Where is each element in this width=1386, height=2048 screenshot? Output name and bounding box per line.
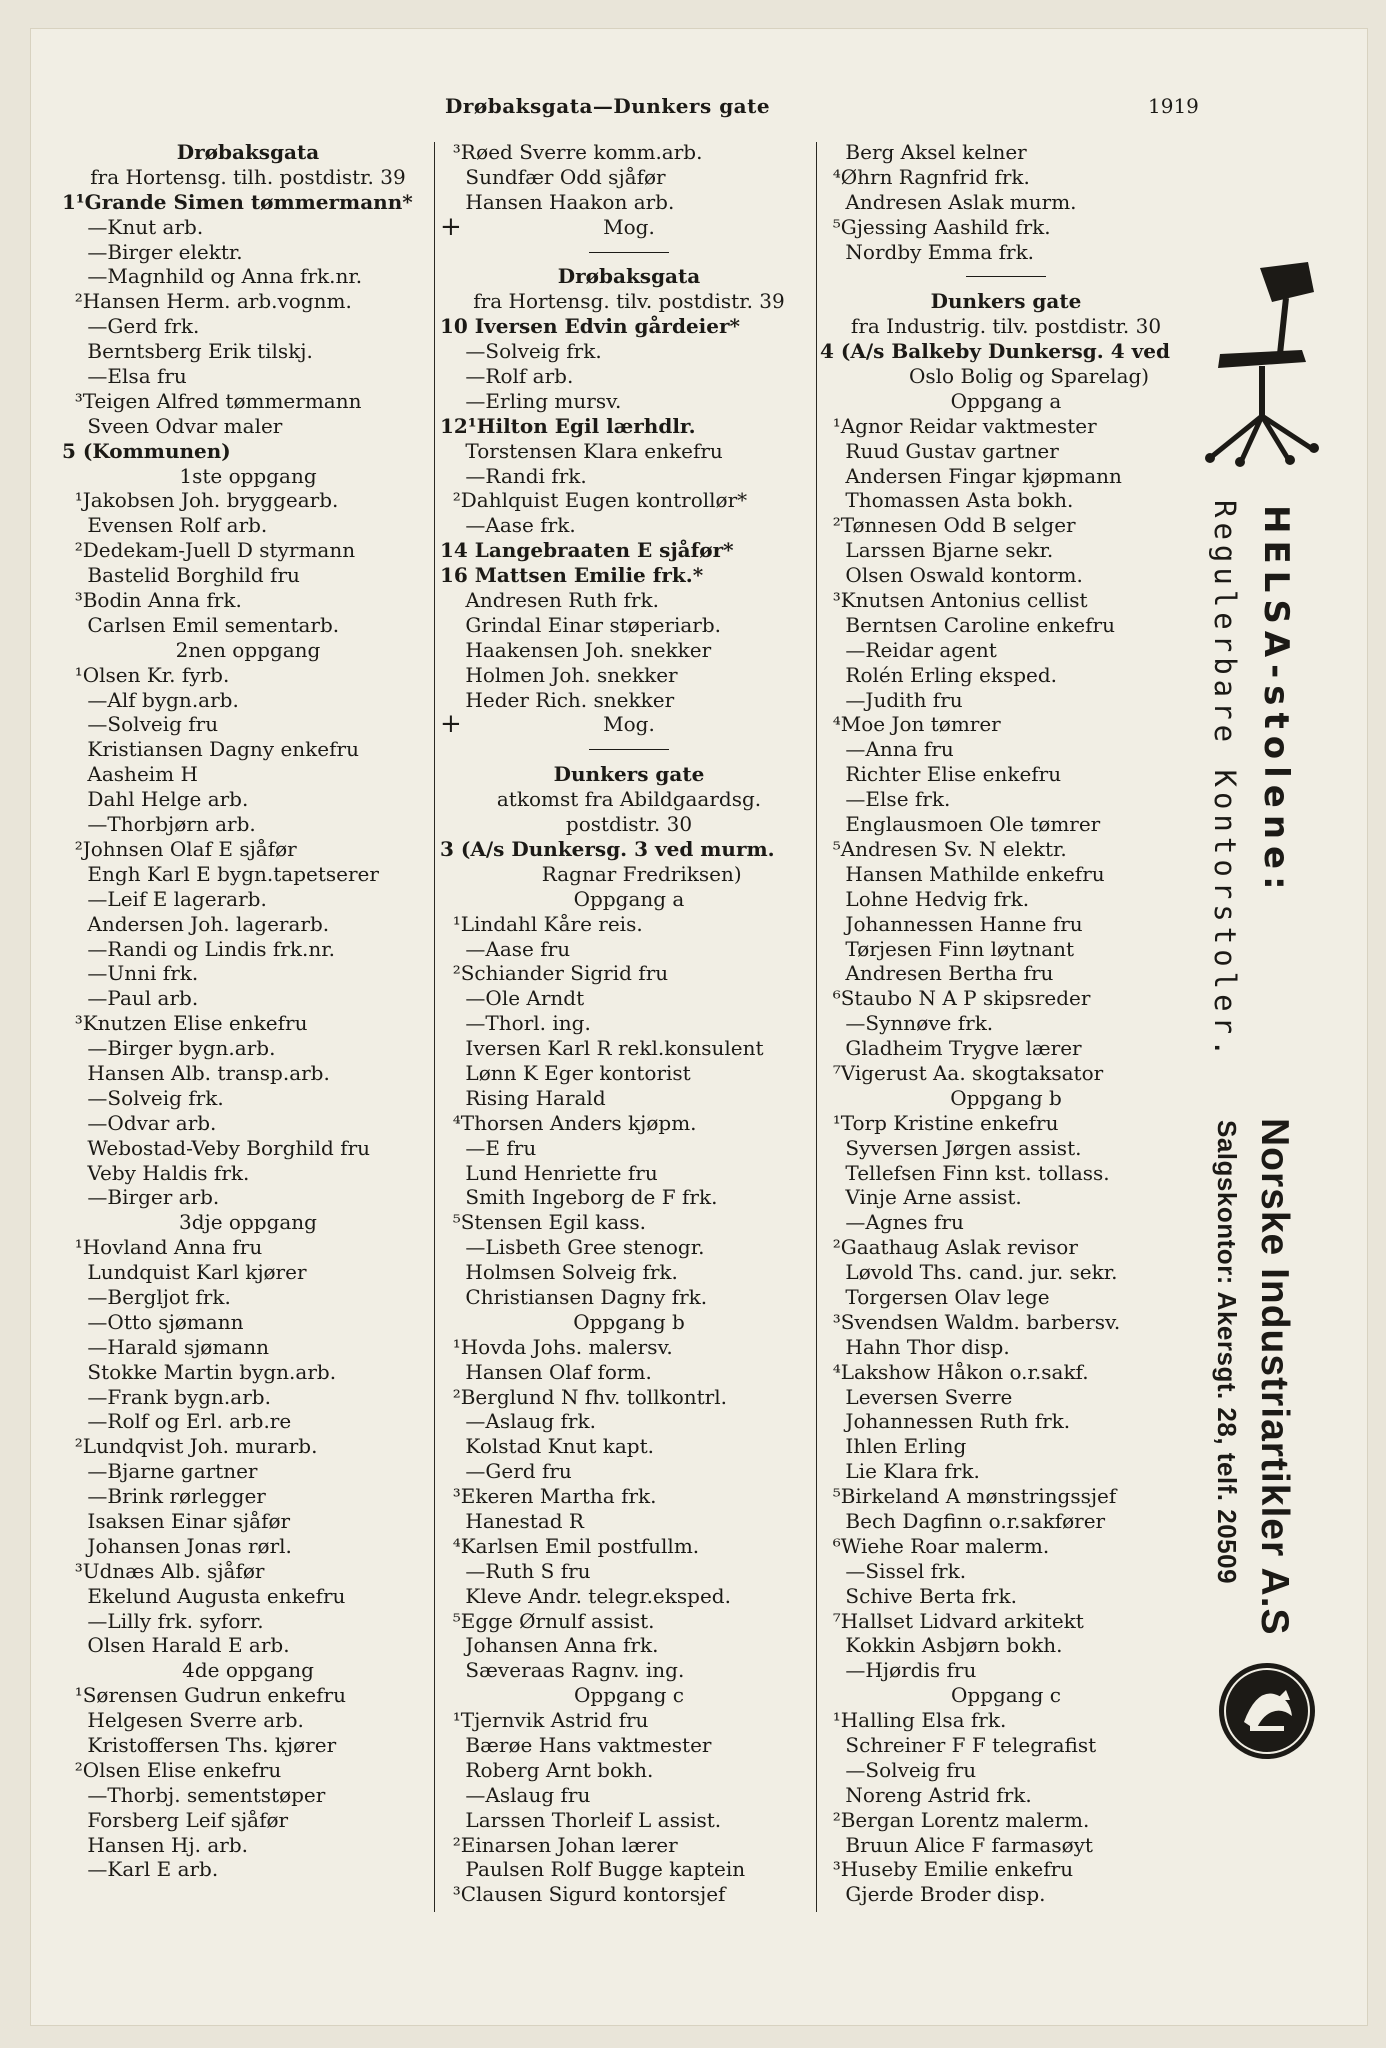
section-label: 3dje oppgang bbox=[179, 1210, 317, 1235]
directory-entry: Heder Rich. snekker bbox=[440, 687, 675, 712]
section-divider bbox=[440, 737, 818, 762]
directory-entry: ²Gaathaug Aslak revisor bbox=[820, 1235, 1078, 1260]
directory-entry: Hansen Haakon arb. bbox=[440, 189, 675, 214]
directory-entry: Andresen Bertha fru bbox=[820, 961, 1054, 986]
directory-entry: ¹Tjernvik Astrid fru bbox=[440, 1708, 649, 1733]
directory-entry: ²Hansen Herm. arb.vognm. bbox=[62, 289, 352, 314]
directory-entry: ³Huseby Emilie enkefru bbox=[820, 1857, 1074, 1882]
column-divider bbox=[816, 142, 817, 1912]
page-title: Drøbaksgata—Dunkers gate bbox=[445, 94, 771, 118]
directory-entry: Løvold Ths. cand. jur. sekr. bbox=[820, 1260, 1118, 1285]
directory-entry: —Randi og Lindis frk.nr. bbox=[62, 936, 335, 961]
directory-entry: ²Dahlquist Eugen kontrollør* bbox=[440, 488, 748, 513]
directory-entry: Bastelid Borghild fru bbox=[62, 563, 300, 588]
section-label: Oppgang b bbox=[573, 1309, 685, 1334]
directory-entry: Englausmoen Ole tømrer bbox=[820, 812, 1101, 837]
directory-entry: ¹Hovland Anna fru bbox=[62, 1235, 263, 1260]
directory-entry: 10 Iversen Edvin gårdeier* bbox=[440, 314, 740, 339]
directory-entry: 16 Mattsen Emilie frk.* bbox=[440, 563, 704, 588]
directory-entry: Gjerde Broder disp. bbox=[820, 1882, 1046, 1907]
directory-entry: Stokke Martin bygn.arb. bbox=[62, 1359, 337, 1384]
directory-entry: Iversen Karl R rekl.konsulent bbox=[440, 1036, 764, 1061]
directory-entry: ⁷Hallset Lidvard arkitekt bbox=[820, 1608, 1084, 1633]
directory-entry: ²Einarsen Johan lærer bbox=[440, 1832, 678, 1857]
directory-entry: Kolstad Knut kapt. bbox=[440, 1434, 654, 1459]
directory-entry: —Thorbjørn arb. bbox=[62, 812, 256, 837]
directory-entry: ¹Jakobsen Joh. bryggearb. bbox=[62, 488, 339, 513]
directory-column-2 bbox=[440, 140, 818, 1907]
directory-entry: ⁴Karlsen Emil postfullm. bbox=[440, 1533, 700, 1558]
section-label: atkomst fra Abildgaardsg. bbox=[496, 787, 762, 812]
directory-entry: —Solveig frk. bbox=[62, 1085, 224, 1110]
sales-office-info: Salgskontor: Akersgt. 28, telf. 20509 bbox=[1212, 1120, 1242, 1585]
directory-entry: —Aslaug fru bbox=[440, 1782, 591, 1807]
directory-entry: Aasheim H bbox=[62, 762, 198, 787]
section-label: Oppgang c bbox=[574, 1683, 684, 1708]
directory-entry: —Thorbj. sementstøper bbox=[62, 1782, 326, 1807]
directory-entry: ³Knutzen Elise enkefru bbox=[62, 1011, 308, 1036]
directory-entry: Lie Klara frk. bbox=[820, 1459, 980, 1484]
directory-entry: Oslo Bolig og Sparelag) bbox=[820, 364, 1150, 389]
street-heading: Dunkers gate bbox=[930, 289, 1082, 314]
directory-entry: —Brink rørlegger bbox=[62, 1484, 266, 1509]
directory-entry: ⁵Gjessing Aashild frk. bbox=[820, 214, 1051, 239]
directory-entry: —Aase frk. bbox=[440, 513, 576, 538]
directory-column-3 bbox=[820, 140, 1192, 1907]
directory-entry: —Harald sjømann bbox=[62, 1334, 269, 1359]
directory-entry: Andresen Ruth frk. bbox=[440, 588, 659, 613]
mog-marker bbox=[440, 709, 818, 740]
mog-label: Mog. bbox=[603, 712, 655, 737]
directory-entry: Rising Harald bbox=[440, 1085, 606, 1110]
directory-entry: Lohne Hedvig frk. bbox=[820, 886, 1030, 911]
directory-entry: Sundfær Odd sjåfør bbox=[440, 164, 666, 189]
directory-entry: —Elsa fru bbox=[62, 364, 187, 389]
directory-entry: —Erling mursv. bbox=[440, 388, 622, 413]
directory-entry: Holmen Joh. snekker bbox=[440, 662, 678, 687]
directory-entry: ³Clausen Sigurd kontorsjef bbox=[440, 1882, 726, 1907]
directory-entry: Bruun Alice F farmasøyt bbox=[820, 1832, 1093, 1857]
directory-entry: Nordby Emma frk. bbox=[820, 239, 1035, 264]
directory-entry: ³Røed Sverre komm.arb. bbox=[440, 140, 703, 164]
directory-entry: ³Teigen Alfred tømmermann bbox=[62, 388, 362, 413]
directory-entry: Christiansen Dagny frk. bbox=[440, 1284, 708, 1309]
directory-entry: ¹Hovda Johs. malersv. bbox=[440, 1334, 673, 1359]
directory-entry: —Paul arb. bbox=[62, 986, 199, 1011]
section-label: fra Hortensg. tilh. postdistr. 39 bbox=[90, 164, 406, 189]
directory-entry: ⁵Andresen Sv. N elektr. bbox=[820, 836, 1067, 861]
directory-entry: Veby Haldis frk. bbox=[62, 1160, 250, 1185]
directory-entry: Thomassen Asta bokh. bbox=[820, 488, 1074, 513]
company-logo-icon bbox=[1216, 1660, 1318, 1762]
directory-entry: Berntsen Caroline enkefru bbox=[820, 612, 1115, 637]
directory-entry: —Anna fru bbox=[820, 737, 954, 762]
directory-entry: —Ruth S fru bbox=[440, 1558, 591, 1583]
directory-entry: Ekelund Augusta enkefru bbox=[62, 1583, 346, 1608]
directory-entry: Ragnar Fredriksen) bbox=[440, 861, 742, 886]
directory-entry: Andersen Joh. lagerarb. bbox=[62, 911, 330, 936]
directory-entry: —Birger elektr. bbox=[62, 239, 243, 264]
directory-entry: Hansen Alb. transp.arb. bbox=[62, 1060, 330, 1085]
directory-entry: Carlsen Emil sementarb. bbox=[62, 612, 340, 637]
directory-entry: Johannessen Ruth frk. bbox=[820, 1409, 1071, 1434]
section-label: 1ste oppgang bbox=[179, 463, 317, 488]
directory-entry: ²Johnsen Olaf E sjåfør bbox=[62, 836, 297, 861]
directory-entry: Torstensen Klara enkefru bbox=[440, 438, 723, 463]
directory-entry: ⁶Wiehe Roar malerm. bbox=[820, 1533, 1050, 1558]
directory-entry: —Ole Arndt bbox=[440, 986, 585, 1011]
directory-entry: ¹Agnor Reidar vaktmester bbox=[820, 413, 1097, 438]
directory-entry: Sveen Odvar maler bbox=[62, 413, 283, 438]
directory-entry: ⁵Egge Ørnulf assist. bbox=[440, 1608, 655, 1633]
directory-entry: —Birger arb. bbox=[62, 1185, 220, 1210]
directory-entry: Haakensen Joh. snekker bbox=[440, 637, 712, 662]
directory-entry: Schreiner F F telegrafist bbox=[820, 1733, 1097, 1757]
directory-entry: Engh Karl E bygn.tapetserer bbox=[62, 861, 379, 886]
directory-entry: Berntsberg Erik tilskj. bbox=[62, 339, 313, 364]
page-number: 1919 bbox=[1148, 94, 1199, 118]
section-label: Oppgang b bbox=[950, 1085, 1062, 1110]
directory-entry: Tellefsen Finn kst. tollass. bbox=[820, 1160, 1110, 1185]
directory-entry: Olsen Oswald kontorm. bbox=[820, 563, 1083, 588]
directory-entry: —Gerd fru bbox=[440, 1459, 572, 1484]
directory-entry: Johannessen Hanne fru bbox=[820, 911, 1083, 936]
directory-entry: ²Lundqvist Joh. murarb. bbox=[62, 1434, 318, 1459]
plus-icon: + bbox=[440, 211, 462, 242]
directory-entry: Kristiansen Dagny enkefru bbox=[62, 737, 359, 762]
directory-entry: —Birger bygn.arb. bbox=[62, 1036, 276, 1061]
directory-entry: Forsberg Leif sjåfør bbox=[62, 1807, 289, 1832]
directory-entry: —Gerd frk. bbox=[62, 314, 200, 339]
directory-entry: Ihlen Erling bbox=[820, 1434, 967, 1459]
directory-entry: ³Udnæs Alb. sjåfør bbox=[62, 1558, 265, 1583]
directory-entry: —Reidar agent bbox=[820, 637, 997, 662]
directory-entry: —Leif E lagerarb. bbox=[62, 886, 267, 911]
directory-entry: Johansen Anna frk. bbox=[440, 1633, 659, 1658]
directory-entry: ¹Olsen Kr. fyrb. bbox=[62, 662, 230, 687]
directory-entry: Grindal Einar støperiarb. bbox=[440, 612, 722, 637]
directory-entry: —Hjørdis fru bbox=[820, 1658, 977, 1683]
directory-entry: Webostad-Veby Borghild fru bbox=[62, 1135, 371, 1160]
directory-entry: ¹Torp Kristine enkefru bbox=[820, 1110, 1059, 1135]
directory-entry: —Judith fru bbox=[820, 687, 963, 712]
directory-entry: Gladheim Trygve lærer bbox=[820, 1036, 1082, 1061]
directory-entry: Larssen Bjarne sekr. bbox=[820, 538, 1054, 563]
directory-entry: Lundquist Karl kjører bbox=[62, 1260, 307, 1285]
directory-entry: Bech Dagfinn o.r.sakfører bbox=[820, 1508, 1106, 1533]
directory-entry: —Randi frk. bbox=[440, 463, 587, 488]
directory-entry: 12¹Hilton Egil lærhdlr. bbox=[440, 413, 696, 438]
directory-entry: ⁴Lakshow Håkon o.r.sakf. bbox=[820, 1359, 1089, 1384]
street-heading: Drøbaksgata bbox=[176, 140, 320, 164]
directory-entry: Helgesen Sverre arb. bbox=[62, 1708, 304, 1733]
directory-entry: Tørjesen Finn løytnant bbox=[820, 936, 1075, 961]
directory-entry: Smith Ingeborg de F frk. bbox=[440, 1185, 718, 1210]
section-divider bbox=[440, 240, 818, 265]
directory-entry: ³Bodin Anna frk. bbox=[62, 588, 242, 613]
directory-entry: —Rolf arb. bbox=[440, 364, 574, 389]
directory-entry: —Magnhild og Anna frk.nr. bbox=[62, 264, 363, 289]
street-heading: Drøbaksgata bbox=[557, 264, 701, 289]
directory-entry: —Solveig fru bbox=[62, 712, 219, 737]
directory-entry: Torgersen Olav lege bbox=[820, 1284, 1050, 1309]
directory-entry: Bærøe Hans vaktmester bbox=[440, 1733, 712, 1757]
section-label: Oppgang a bbox=[573, 886, 685, 911]
directory-entry: —Lisbeth Gree stenogr. bbox=[440, 1235, 705, 1260]
directory-entry: Larssen Thorleif L assist. bbox=[440, 1807, 722, 1832]
directory-entry: —Aslaug frk. bbox=[440, 1409, 596, 1434]
directory-entry: —Aase fru bbox=[440, 936, 571, 961]
directory-entry: ²Bergan Lorentz malerm. bbox=[820, 1807, 1090, 1832]
street-heading: Dunkers gate bbox=[553, 762, 705, 787]
section-label: fra Hortensg. tilv. postdistr. 39 bbox=[473, 289, 785, 314]
section-label: Oppgang c bbox=[951, 1683, 1061, 1708]
directory-entry: 14 Langebraaten E sjåfør* bbox=[440, 538, 734, 563]
directory-entry: Richter Elise enkefru bbox=[820, 762, 1062, 787]
directory-entry: ¹Lindahl Kåre reis. bbox=[440, 911, 643, 936]
directory-entry: ²Schiander Sigrid fru bbox=[440, 961, 669, 986]
section-label: Oppgang a bbox=[950, 388, 1062, 413]
directory-entry: Olsen Harald E arb. bbox=[62, 1633, 290, 1658]
directory-entry: ²Berglund N fhv. tollkontrl. bbox=[440, 1384, 727, 1409]
directory-entry: Kokkin Asbjørn bokh. bbox=[820, 1633, 1063, 1658]
directory-entry: ⁵Birkeland A mønstringssjef bbox=[820, 1484, 1117, 1509]
column-divider bbox=[434, 142, 435, 1912]
section-divider bbox=[820, 264, 1192, 289]
directory-entry: Holmsen Solveig frk. bbox=[440, 1260, 678, 1285]
directory-entry: Noreng Astrid frk. bbox=[820, 1782, 1032, 1807]
directory-entry: Roberg Arnt bokh. bbox=[440, 1757, 654, 1782]
section-label: 4de oppgang bbox=[182, 1658, 314, 1683]
directory-entry: Andresen Aslak murm. bbox=[820, 189, 1077, 214]
directory-entry: Andersen Fingar kjøpmann bbox=[820, 463, 1122, 488]
directory-entry: Dahl Helge arb. bbox=[62, 787, 249, 812]
directory-entry: ³Knutsen Antonius cellist bbox=[820, 588, 1088, 613]
directory-entry: Berg Aksel kelner bbox=[820, 140, 1027, 164]
directory-entry: ¹Sørensen Gudrun enkefru bbox=[62, 1683, 346, 1708]
directory-entry: Schive Berta frk. bbox=[820, 1583, 1017, 1608]
directory-entry: —Rolf og Erl. arb.re bbox=[62, 1409, 292, 1434]
directory-entry: ²Dedekam-Juell D styrmann bbox=[62, 538, 356, 563]
mog-marker bbox=[440, 211, 818, 242]
directory-entry: Syversen Jørgen assist. bbox=[820, 1135, 1082, 1160]
directory-entry: —Synnøve frk. bbox=[820, 1011, 994, 1036]
company-name: Norske Industriartikler A.S bbox=[1253, 1118, 1296, 1636]
directory-entry: Evensen Rolf arb. bbox=[62, 513, 268, 538]
directory-entry: Vinje Arne assist. bbox=[820, 1185, 1022, 1210]
directory-entry: 4 (A/s Balkeby Dunkersg. 4 ved bbox=[820, 339, 1170, 364]
directory-entry: —Bjarne gartner bbox=[62, 1459, 258, 1484]
directory-entry: Lund Henriette fru bbox=[440, 1160, 658, 1185]
directory-entry: ²Olsen Elise enkefru bbox=[62, 1757, 282, 1782]
directory-entry: ²Tønnesen Odd B selger bbox=[820, 513, 1076, 538]
section-label: postdistr. 30 bbox=[565, 812, 693, 837]
directory-entry: —Bergljot frk. bbox=[62, 1284, 231, 1309]
directory-entry: Isaksen Einar sjåfør bbox=[62, 1508, 291, 1533]
directory-entry: Leversen Sverre bbox=[820, 1384, 1013, 1409]
directory-entry: —Odvar arb. bbox=[62, 1110, 217, 1135]
directory-entry: —Otto sjømann bbox=[62, 1309, 244, 1334]
directory-entry: Ruud Gustav gartner bbox=[820, 438, 1059, 463]
directory-entry: 3 (A/s Dunkersg. 3 ved murm. bbox=[440, 836, 775, 861]
directory-entry: Hansen Olaf form. bbox=[440, 1359, 652, 1384]
directory-entry: —Unni frk. bbox=[62, 961, 199, 986]
directory-entry: 5 (Kommunen) bbox=[62, 438, 231, 463]
directory-entry: ⁶Staubo N A P skipsreder bbox=[820, 986, 1091, 1011]
directory-entry: —Solveig fru bbox=[820, 1757, 977, 1782]
directory-entry: —Else frk. bbox=[820, 787, 951, 812]
directory-entry: —Thorl. ing. bbox=[440, 1011, 591, 1036]
directory-entry: —Knut arb. bbox=[62, 214, 204, 239]
directory-entry: —E fru bbox=[440, 1135, 537, 1160]
office-chair-illustration bbox=[1190, 258, 1320, 468]
directory-entry: 1¹Grande Simen tømmermann* bbox=[62, 189, 413, 214]
helsa-ad-title: HELSA-stolene: bbox=[1256, 505, 1296, 897]
directory-entry: ⁴Øhrn Ragnfrid frk. bbox=[820, 164, 1030, 189]
plus-icon: + bbox=[440, 709, 462, 740]
directory-entry: Hahn Thor disp. bbox=[820, 1334, 1010, 1359]
directory-entry: ³Ekeren Martha frk. bbox=[440, 1484, 657, 1509]
directory-entry: ¹Halling Elsa frk. bbox=[820, 1708, 1007, 1733]
directory-entry: ⁵Stensen Egil kass. bbox=[440, 1210, 647, 1235]
directory-entry: ⁴Moe Jon tømrer bbox=[820, 712, 1001, 737]
directory-entry: —Frank bygn.arb. bbox=[62, 1384, 271, 1409]
directory-entry: Hansen Mathilde enkefru bbox=[820, 861, 1105, 886]
directory-entry: Sæveraas Ragnv. ing. bbox=[440, 1658, 685, 1683]
page-header bbox=[0, 94, 1386, 124]
mog-label: Mog. bbox=[603, 214, 655, 239]
directory-entry: ⁷Vigerust Aa. skogtaksator bbox=[820, 1060, 1104, 1085]
directory-entry: Lønn K Eger kontorist bbox=[440, 1060, 691, 1085]
directory-entry: —Alf bygn.arb. bbox=[62, 687, 239, 712]
directory-entry: Hanestad R bbox=[440, 1508, 584, 1533]
directory-entry: ⁴Thorsen Anders kjøpm. bbox=[440, 1110, 697, 1135]
directory-entry: Kristoffersen Ths. kjører bbox=[62, 1733, 337, 1757]
directory-column-1 bbox=[62, 140, 434, 1882]
directory-entry: Kleve Andr. telegr.eksped. bbox=[440, 1583, 731, 1608]
directory-entry: Johansen Jonas rørl. bbox=[62, 1533, 292, 1558]
section-label: 2nen oppgang bbox=[175, 637, 321, 662]
directory-entry: Hansen Hj. arb. bbox=[62, 1832, 249, 1857]
helsa-ad-subtitle: Regulerbare Kontorstoler. bbox=[1208, 500, 1242, 1062]
directory-entry: —Karl E arb. bbox=[62, 1857, 219, 1882]
directory-entry: Paulsen Rolf Bugge kaptein bbox=[440, 1857, 746, 1882]
directory-entry: Rolén Erling eksped. bbox=[820, 662, 1058, 687]
directory-entry: —Lilly frk. syforr. bbox=[62, 1608, 264, 1633]
directory-entry: —Sissel frk. bbox=[820, 1558, 967, 1583]
directory-entry: ³Svendsen Waldm. barbersv. bbox=[820, 1309, 1121, 1334]
directory-entry: —Solveig frk. bbox=[440, 339, 602, 364]
section-label: fra Industrig. tilv. postdistr. 30 bbox=[850, 314, 1162, 339]
directory-entry: —Agnes fru bbox=[820, 1210, 964, 1235]
